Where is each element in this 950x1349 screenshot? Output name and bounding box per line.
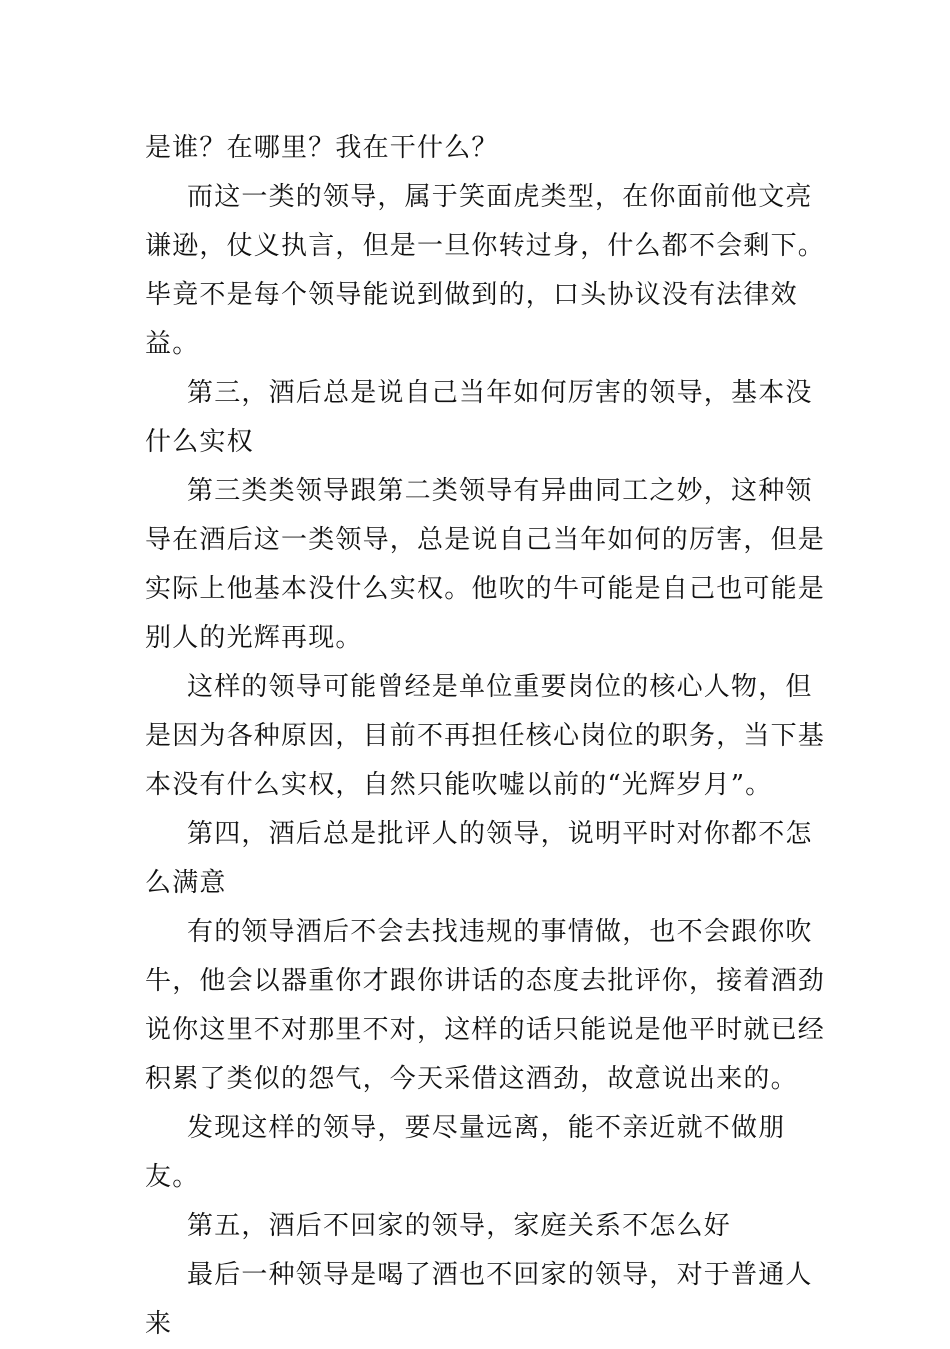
- document-body: [145, 124, 825, 1349]
- paragraph: 最后一种领导是喝了酒也不回家的领导，对于普通人来: [145, 1260, 813, 1339]
- paragraph: 发现这样的领导，要尽量远离，能不亲近就不做朋友。: [145, 1113, 786, 1192]
- paragraph: 有的领导酒后不会去找违规的事情做，也不会跟你吹牛，他会以器重你才跟你讲话的态度去批评你，接着酒劲说你这里不对那里不对，这样的话只能说是他平时就已经积累了类似的怨气，今天采借这酒劲，故意说出来的。: [145, 917, 826, 1094]
- paragraph: 这样的领导可能曾经是单位重要岗位的核心人物，但是因为各种原因，目前不再担任核心岗位的职务，当下基本没有什么实权，自然只能吹嘘以前的“光辉岁月”。: [145, 672, 826, 800]
- paragraph: 第三类类领导跟第二类领导有异曲同工之妙，这种领导在酒后这一类领导，总是说自己当年如何的厉害，但是实际上他基本没什么实权。他吹的牛可能是自己也可能是别人的光辉再现。: [145, 476, 826, 653]
- paragraph-continuation: 是谁？在哪里？我在干什么？: [145, 133, 499, 163]
- section-heading-fifth: 第五，酒后不回家的领导，家庭关系不怎么好: [187, 1211, 732, 1241]
- section-heading-third: 第三，酒后总是说自己当年如何厉害的领导，基本没什么实权: [145, 378, 813, 457]
- paragraph: 而这一类的领导，属于笑面虎类型，在你面前他文亮谦逊，仗义执言，但是一旦你转过身，什么都不会剩下。毕竟不是每个领导能说到做到的，口头协议没有法律效益。: [145, 182, 826, 359]
- section-heading-fourth: 第四，酒后总是批评人的领导，说明平时对你都不怎么满意: [145, 819, 813, 898]
